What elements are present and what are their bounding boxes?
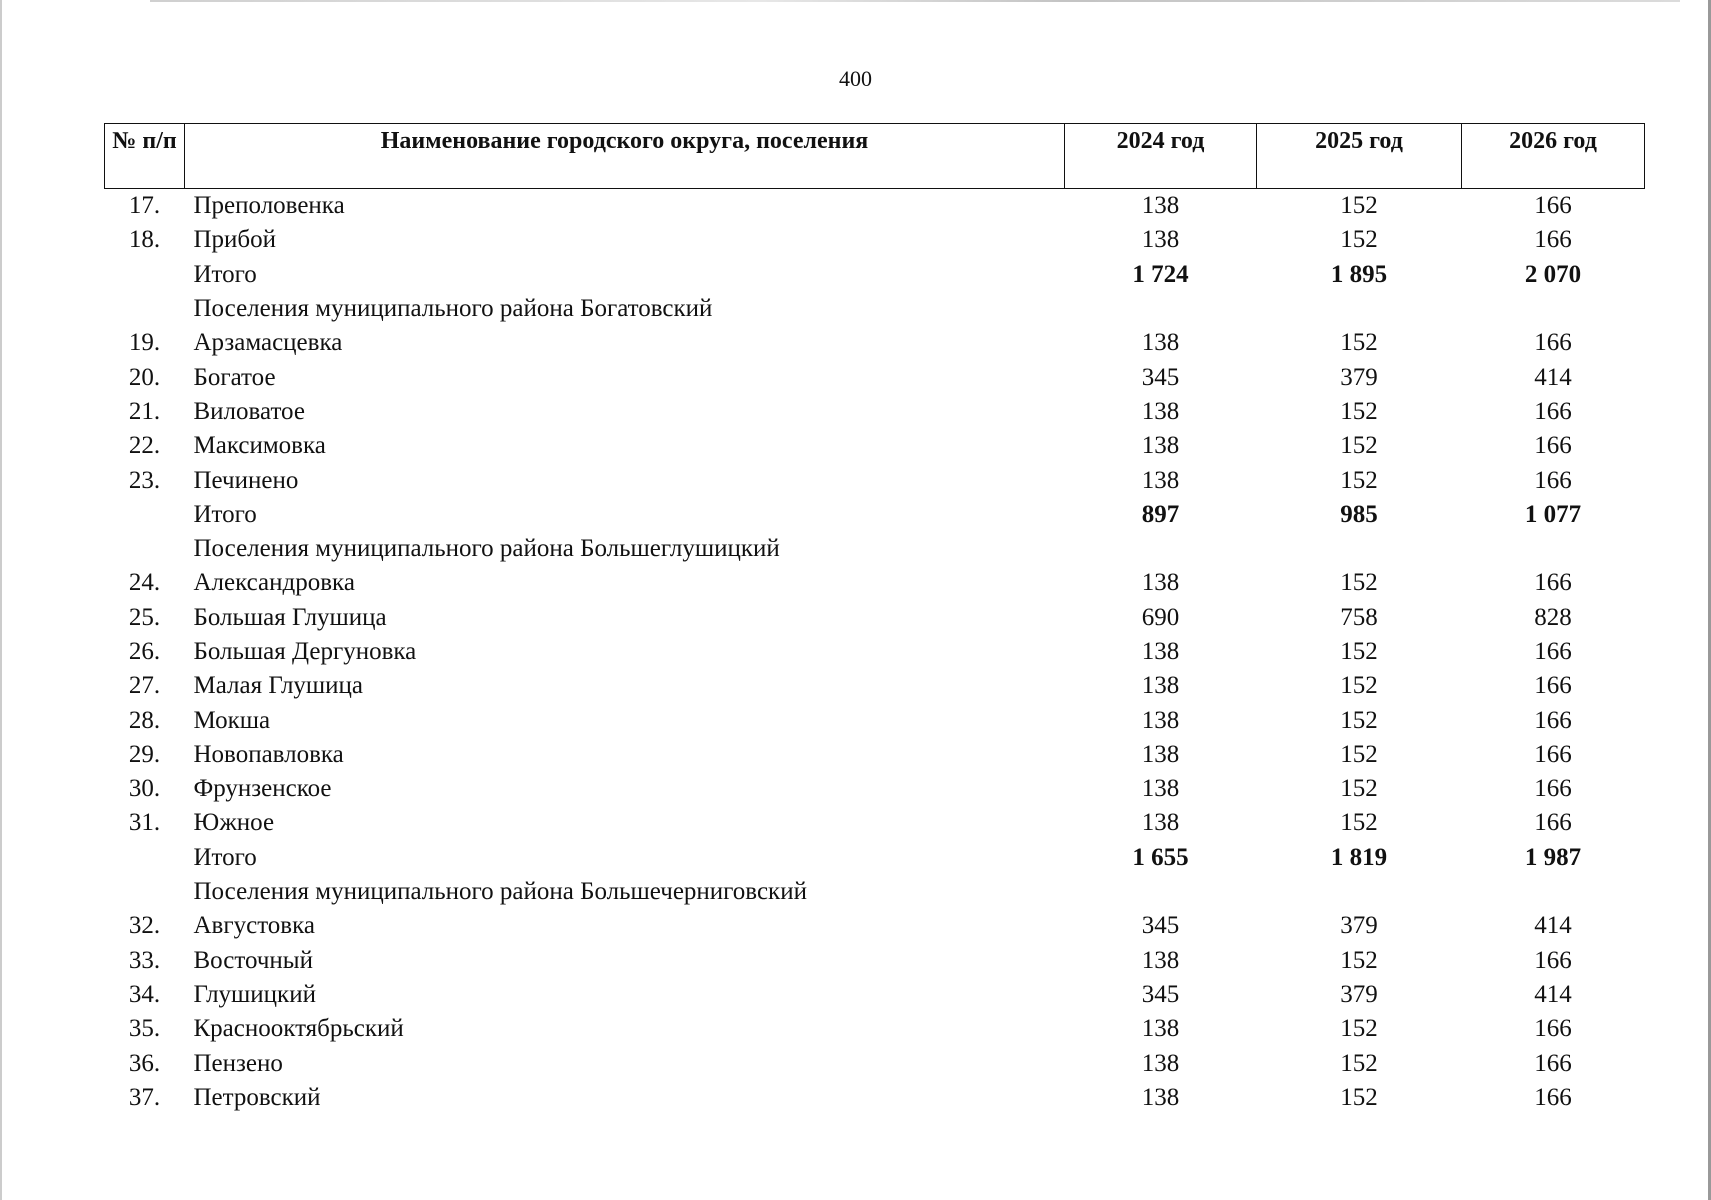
settlement-name: Августовка: [193, 912, 315, 940]
settlement-name: Большая Глушица: [193, 603, 387, 631]
settlement-name: Петровский: [193, 1083, 321, 1111]
settlement-name: Малая Глушица: [193, 672, 364, 700]
section-header-row: [105, 292, 1645, 326]
value-2024: 138: [1141, 432, 1180, 460]
value-2025: 152: [1340, 946, 1378, 974]
value-2025: 758: [1340, 603, 1378, 631]
row-number: [105, 292, 185, 326]
value-2026: 1 077: [1524, 500, 1582, 528]
row-number: 20.: [128, 363, 161, 391]
value-2025: 152: [1340, 638, 1378, 665]
settlement-name: Максимовка: [193, 432, 326, 460]
settlement-name: Прибой: [193, 226, 277, 254]
value-2026: 414: [1534, 363, 1572, 391]
value-2026: 166: [1534, 192, 1572, 220]
row-number: 37.: [128, 1083, 161, 1111]
row-number: 21.: [128, 397, 161, 425]
value-2026: 166: [1534, 432, 1572, 460]
value-2026: 166: [1534, 706, 1572, 734]
row-number: 23.: [128, 466, 161, 494]
row-number: 24.: [128, 569, 161, 597]
value-2026: [1462, 292, 1645, 326]
value-2024: 1 655: [1132, 843, 1189, 871]
table-row: [105, 978, 1645, 1012]
value-2024: 138: [1141, 740, 1180, 768]
value-2024: 138: [1141, 809, 1180, 837]
total-row: [105, 841, 1645, 875]
header-num: № п/п: [105, 124, 185, 189]
header-2026: 2026 год: [1462, 124, 1645, 189]
section-header-row: [105, 875, 1645, 909]
table-row: [105, 1081, 1645, 1115]
section-header-row: [105, 532, 1645, 566]
value-2024: 138: [1141, 1083, 1180, 1111]
total-row: [105, 258, 1645, 292]
table-row: [105, 1012, 1645, 1046]
settlement-name: Итого: [193, 500, 257, 528]
scan-edge-top: [150, 0, 1680, 2]
value-2026: 166: [1534, 672, 1572, 700]
value-2024: 345: [1141, 980, 1180, 1008]
row-number: 29.: [128, 740, 161, 768]
value-2025: 379: [1340, 980, 1378, 1008]
settlement-name: Богатое: [193, 363, 276, 391]
value-2024: 138: [1141, 397, 1180, 425]
table-row: [105, 669, 1645, 703]
settlement-name: Поселения муниципального района Большечерниговский: [193, 878, 807, 906]
row-number: 35.: [128, 1015, 161, 1043]
header-name: Наименование городского округа, поселения: [185, 124, 1065, 189]
value-2025: 1 819: [1330, 843, 1388, 871]
value-2026: 1 987: [1524, 843, 1582, 871]
value-2026: 166: [1534, 809, 1572, 837]
value-2026: 166: [1534, 329, 1572, 357]
value-2024: 138: [1141, 226, 1180, 254]
value-2025: 152: [1340, 740, 1378, 768]
value-2026: 166: [1534, 466, 1572, 494]
value-2026: [1462, 875, 1645, 909]
value-2026: 166: [1534, 1083, 1572, 1111]
row-number: [105, 841, 185, 875]
table-row: [105, 395, 1645, 429]
value-2024: 138: [1141, 329, 1180, 357]
value-2026: 166: [1534, 638, 1572, 665]
table-row: [105, 703, 1645, 737]
settlement-name: Восточный: [193, 946, 313, 974]
value-2025: 152: [1340, 775, 1378, 803]
settlement-name: Александровка: [193, 569, 355, 597]
value-2024: 138: [1141, 672, 1180, 700]
table-row: [105, 806, 1645, 840]
row-number: [105, 532, 185, 566]
table-row: [105, 429, 1645, 463]
total-row: [105, 498, 1645, 532]
value-2026: 166: [1534, 397, 1572, 425]
row-number: 18.: [128, 226, 161, 254]
value-2024: 897: [1141, 500, 1180, 528]
value-2024: 138: [1141, 192, 1180, 220]
settlement-name: Поселения муниципального района Богатовский: [193, 295, 713, 323]
value-2025: 152: [1340, 397, 1378, 425]
value-2024: 138: [1141, 569, 1180, 597]
value-2024: [1065, 292, 1257, 326]
value-2025: [1257, 532, 1462, 566]
value-2024: [1065, 532, 1257, 566]
settlement-name: Преполовенка: [193, 192, 345, 220]
value-2024: 690: [1141, 603, 1180, 631]
settlement-name: Глушицкий: [193, 980, 316, 1008]
settlement-name: Новопавловка: [193, 740, 344, 768]
value-2026: 166: [1534, 226, 1572, 254]
value-2025: 152: [1340, 706, 1378, 734]
value-2025: 152: [1340, 466, 1378, 494]
value-2025: 152: [1340, 432, 1378, 460]
row-number: 25.: [128, 603, 161, 631]
header-2024: 2024 год: [1065, 124, 1257, 189]
table-row: [105, 944, 1645, 978]
row-number: 32.: [128, 912, 161, 940]
header-2025: 2025 год: [1257, 124, 1462, 189]
page-number: 400: [839, 66, 872, 91]
value-2024: 345: [1141, 912, 1180, 940]
row-number: 22.: [128, 432, 161, 460]
budget-table: [104, 123, 1645, 1115]
table-row: [105, 909, 1645, 943]
table-row: [105, 360, 1645, 394]
value-2025: 379: [1340, 912, 1378, 940]
value-2025: 152: [1340, 1015, 1378, 1043]
row-number: 26.: [128, 638, 161, 665]
value-2024: 138: [1141, 775, 1180, 803]
table-row: [105, 601, 1645, 635]
value-2025: 152: [1340, 809, 1378, 837]
table-row: [105, 566, 1645, 600]
value-2025: 379: [1340, 363, 1378, 391]
value-2024: 138: [1141, 1015, 1180, 1043]
row-number: [105, 498, 185, 532]
header-row: [105, 124, 1645, 189]
value-2025: [1257, 875, 1462, 909]
value-2026: 166: [1534, 1049, 1572, 1077]
settlement-name: Поселения муниципального района Большеглушицкий: [193, 535, 780, 563]
settlement-name: Итого: [193, 260, 257, 288]
row-number: 30.: [128, 775, 161, 803]
value-2025: 985: [1340, 500, 1378, 528]
table-row: [105, 463, 1645, 497]
value-2024: 1 724: [1132, 260, 1189, 288]
table-row: [105, 326, 1645, 360]
settlement-name: Виловатое: [193, 397, 305, 425]
value-2026: 166: [1534, 569, 1572, 597]
settlement-name: Арзамасцевка: [193, 329, 343, 357]
table-header: [105, 124, 1645, 189]
settlement-name: Большая Дергуновка: [193, 638, 417, 665]
settlement-name: Итого: [193, 843, 257, 871]
value-2025: 152: [1340, 192, 1378, 220]
value-2026: 414: [1534, 912, 1572, 940]
row-number: 36.: [128, 1049, 161, 1077]
settlement-name: Южное: [193, 809, 275, 837]
scan-edge-left: [0, 0, 2, 1200]
value-2024: 138: [1141, 706, 1180, 734]
value-2025: [1257, 292, 1462, 326]
value-2025: 152: [1340, 226, 1378, 254]
value-2026: 2 070: [1524, 260, 1582, 288]
value-2024: 138: [1141, 946, 1180, 974]
settlement-name: Краснооктябрьский: [193, 1015, 404, 1043]
table-row: [105, 223, 1645, 257]
value-2025: 152: [1340, 329, 1378, 357]
row-number: 17.: [128, 192, 161, 220]
value-2026: 166: [1534, 740, 1572, 768]
value-2024: 138: [1141, 1049, 1180, 1077]
settlement-name: Печинено: [193, 466, 299, 494]
value-2025: 1 895: [1330, 260, 1388, 288]
row-number: [105, 258, 185, 292]
table-row: [105, 772, 1645, 806]
value-2024: [1065, 875, 1257, 909]
value-2026: 166: [1534, 946, 1572, 974]
row-number: 31.: [128, 809, 161, 837]
row-number: [105, 875, 185, 909]
settlement-name: Фрунзенское: [193, 775, 332, 803]
table-row: [105, 635, 1645, 669]
row-number: 19.: [128, 329, 161, 357]
value-2025: 152: [1340, 1083, 1378, 1111]
value-2024: 345: [1141, 363, 1180, 391]
value-2026: 414: [1534, 980, 1572, 1008]
row-number: 28.: [128, 706, 161, 734]
value-2026: 166: [1534, 775, 1572, 803]
value-2024: 138: [1141, 466, 1180, 494]
table-row: [105, 738, 1645, 772]
table-row: [105, 1046, 1645, 1080]
row-number: 33.: [128, 946, 161, 974]
table-body: [105, 189, 1645, 1116]
value-2026: 828: [1534, 603, 1572, 631]
row-number: 34.: [128, 980, 161, 1008]
settlement-name: Мокша: [193, 706, 271, 734]
table-row: [105, 189, 1645, 224]
settlement-name: Пензено: [193, 1049, 283, 1077]
value-2025: 152: [1340, 672, 1378, 700]
value-2024: 138: [1141, 638, 1180, 665]
value-2026: 166: [1534, 1015, 1572, 1043]
row-number: 27.: [128, 672, 161, 700]
value-2025: 152: [1340, 1049, 1378, 1077]
value-2026: [1462, 532, 1645, 566]
value-2025: 152: [1340, 569, 1378, 597]
